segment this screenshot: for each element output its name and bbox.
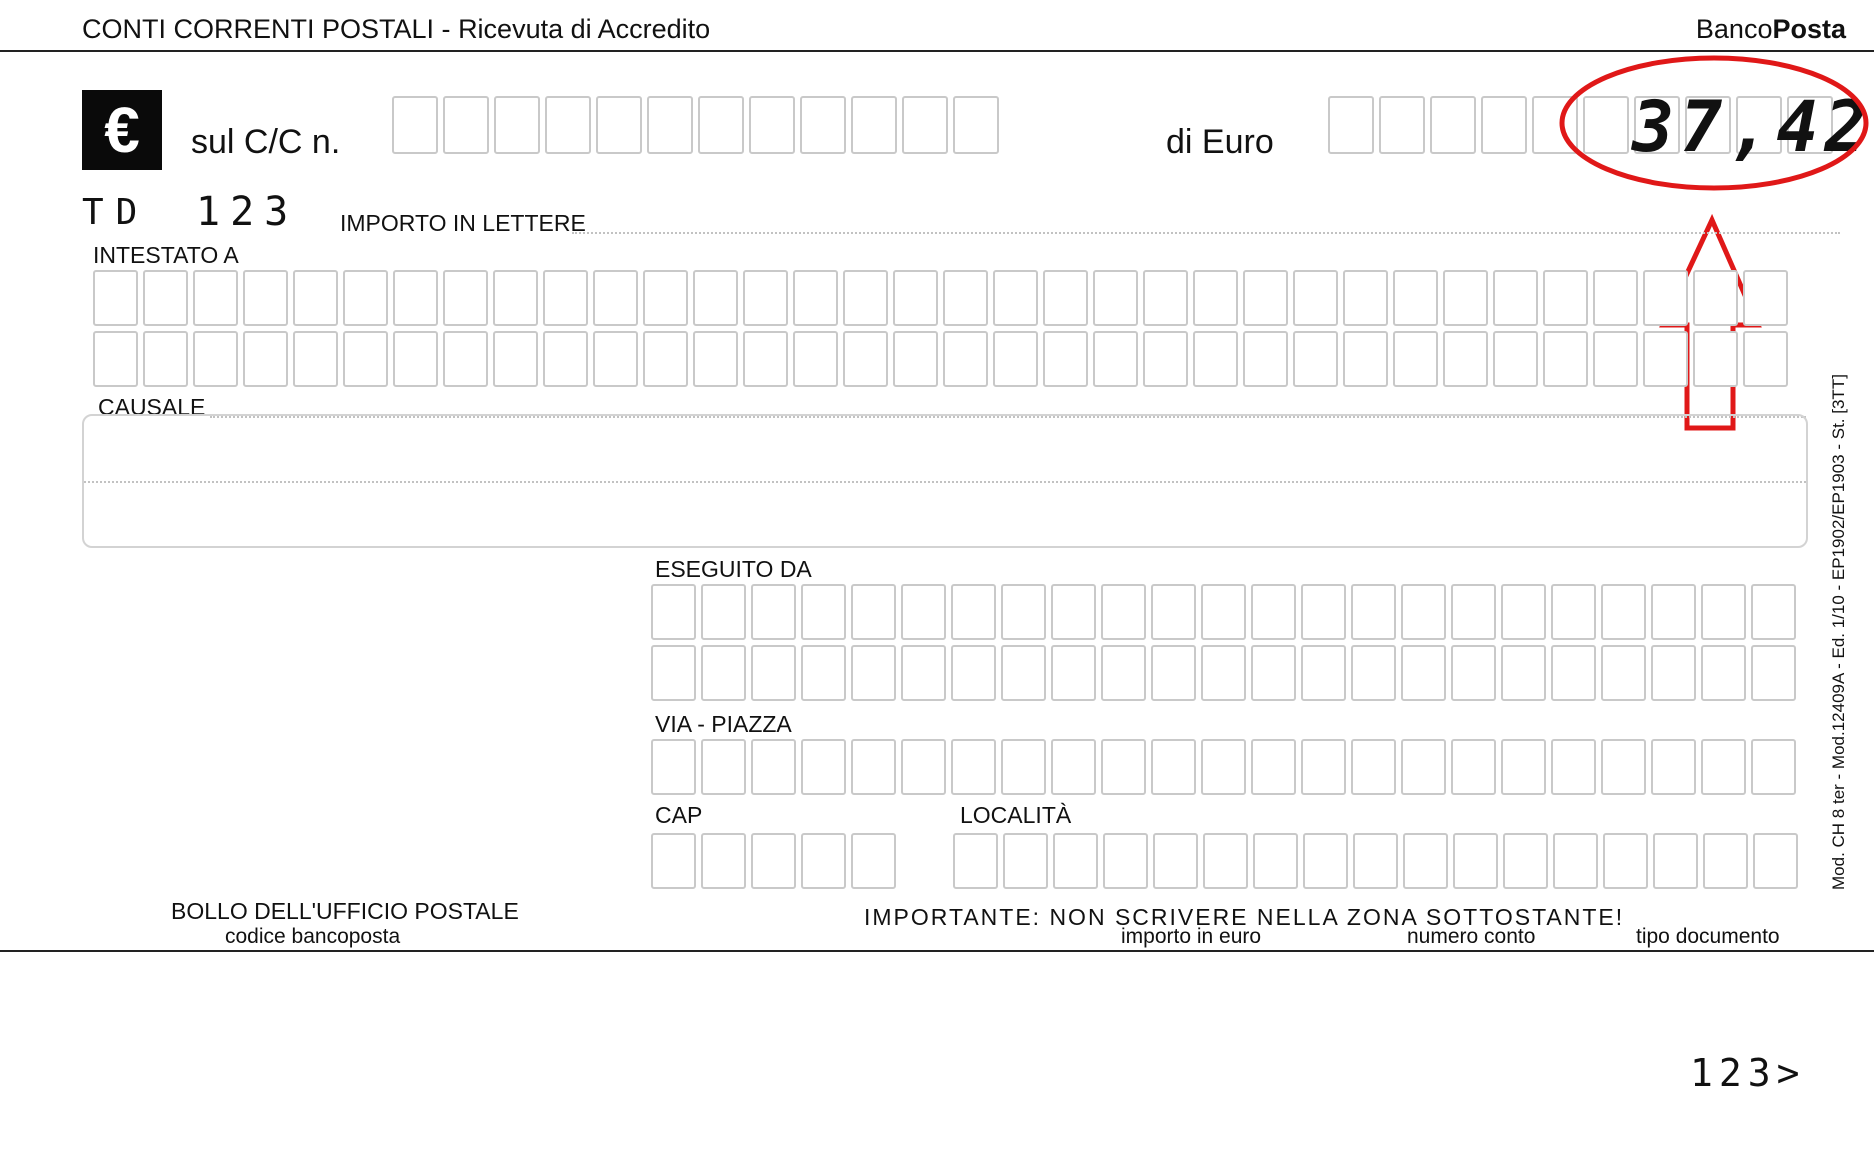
input-cell[interactable] — [1101, 584, 1146, 640]
input-cell[interactable] — [1253, 833, 1298, 889]
input-cell[interactable] — [1393, 270, 1438, 326]
input-cell[interactable] — [801, 833, 846, 889]
input-cell[interactable] — [93, 270, 138, 326]
input-cell[interactable] — [1101, 645, 1146, 701]
input-cell[interactable] — [1051, 645, 1096, 701]
input-cell[interactable] — [543, 270, 588, 326]
input-cell[interactable] — [843, 331, 888, 387]
annotation-ellipse — [1562, 58, 1866, 188]
input-cell[interactable] — [1143, 270, 1188, 326]
input-cell[interactable] — [1493, 270, 1538, 326]
input-cell[interactable] — [1151, 645, 1196, 701]
input-cell[interactable] — [1003, 833, 1048, 889]
eseguito-cells-row-1[interactable] — [651, 584, 1796, 640]
input-cell[interactable] — [593, 331, 638, 387]
input-cell[interactable] — [1401, 584, 1446, 640]
input-cell[interactable] — [1001, 739, 1046, 795]
input-cell[interactable] — [893, 331, 938, 387]
input-cell[interactable] — [1751, 739, 1796, 795]
input-cell[interactable] — [1401, 645, 1446, 701]
input-cell[interactable] — [793, 331, 838, 387]
input-cell[interactable] — [1501, 739, 1546, 795]
label-importo-euro: importo in euro — [1121, 925, 1262, 948]
input-cell[interactable] — [1243, 331, 1288, 387]
input-cell[interactable] — [1303, 833, 1348, 889]
input-cell[interactable] — [293, 331, 338, 387]
input-cell[interactable] — [843, 270, 888, 326]
td-label: TD — [82, 192, 150, 233]
input-cell[interactable] — [1203, 833, 1248, 889]
input-cell[interactable] — [1601, 584, 1646, 640]
input-cell[interactable] — [543, 331, 588, 387]
bollo-subtitle: codice bancoposta — [225, 925, 401, 948]
input-cell[interactable] — [1693, 270, 1738, 326]
input-cell[interactable] — [1653, 833, 1698, 889]
input-cell[interactable] — [1501, 584, 1546, 640]
cap-cells[interactable] — [651, 833, 896, 889]
label-tipo-documento: tipo documento — [1636, 925, 1780, 948]
input-cell[interactable] — [1053, 833, 1098, 889]
input-cell[interactable] — [93, 331, 138, 387]
input-cell[interactable] — [1703, 833, 1748, 889]
input-cell[interactable] — [393, 331, 438, 387]
input-cell[interactable] — [1651, 739, 1696, 795]
eseguito-label: ESEGUITO DA — [655, 556, 812, 582]
input-cell[interactable] — [1593, 270, 1638, 326]
form-title-sub: Ricevuta di Accredito — [458, 14, 711, 44]
input-cell[interactable] — [1301, 584, 1346, 640]
input-cell[interactable] — [1643, 331, 1688, 387]
amount-label: di Euro — [1166, 123, 1274, 161]
input-cell[interactable] — [1651, 584, 1696, 640]
input-cell[interactable] — [901, 739, 946, 795]
input-cell[interactable] — [1451, 584, 1496, 640]
input-cell[interactable] — [943, 270, 988, 326]
input-cell[interactable] — [1551, 739, 1596, 795]
input-cell[interactable] — [1093, 331, 1138, 387]
input-cell[interactable] — [851, 833, 896, 889]
input-cell[interactable] — [1343, 331, 1388, 387]
input-cell[interactable] — [851, 584, 896, 640]
input-cell[interactable] — [1443, 270, 1488, 326]
input-cell[interactable] — [343, 331, 388, 387]
input-cell[interactable] — [951, 739, 996, 795]
input-cell[interactable] — [193, 331, 238, 387]
input-cell[interactable] — [1551, 645, 1596, 701]
localita-cells[interactable] — [953, 833, 1798, 889]
input-cell[interactable] — [1743, 331, 1788, 387]
bottom-divider — [0, 950, 1874, 952]
brand-posta: Posta — [1772, 14, 1846, 44]
input-cell[interactable] — [643, 270, 688, 326]
input-cell[interactable] — [1693, 331, 1738, 387]
input-cell[interactable] — [801, 645, 846, 701]
input-cell[interactable] — [1553, 833, 1598, 889]
input-cell[interactable] — [1651, 645, 1696, 701]
input-cell[interactable] — [443, 331, 488, 387]
td-number: 123 — [196, 189, 299, 235]
input-cell[interactable] — [293, 270, 338, 326]
input-cell[interactable] — [893, 270, 938, 326]
brand-banco: Banco — [1695, 14, 1773, 44]
input-cell[interactable] — [1043, 270, 1088, 326]
importo-lettere-label: IMPORTO IN LETTERE — [340, 210, 586, 236]
input-cell[interactable] — [901, 645, 946, 701]
input-cell[interactable] — [793, 270, 838, 326]
input-cell[interactable] — [1151, 584, 1196, 640]
input-cell[interactable] — [1343, 270, 1388, 326]
input-cell[interactable] — [443, 270, 488, 326]
input-cell[interactable] — [1503, 833, 1548, 889]
input-cell[interactable] — [701, 645, 746, 701]
input-cell[interactable] — [951, 645, 996, 701]
input-cell[interactable] — [1601, 739, 1646, 795]
input-cell[interactable] — [751, 739, 796, 795]
input-cell[interactable] — [493, 270, 538, 326]
cap-label: CAP — [655, 802, 703, 828]
input-cell[interactable] — [1393, 331, 1438, 387]
input-cell[interactable] — [1301, 739, 1346, 795]
input-cell[interactable] — [1293, 331, 1338, 387]
input-cell[interactable] — [743, 331, 788, 387]
eseguito-cells-row-2[interactable] — [651, 645, 1796, 701]
input-cell[interactable] — [1451, 739, 1496, 795]
input-cell[interactable] — [993, 270, 1038, 326]
side-code: Mod. CH 8 ter - Mod.12409A - Ed. 1/10 - EP1902/EP1903 - St. [3TT] — [1829, 374, 1848, 890]
input-cell[interactable] — [1601, 645, 1646, 701]
input-cell[interactable] — [1603, 833, 1648, 889]
input-cell[interactable] — [1401, 739, 1446, 795]
input-cell[interactable] — [751, 584, 796, 640]
input-cell[interactable] — [1201, 584, 1246, 640]
input-cell[interactable] — [143, 331, 188, 387]
input-cell[interactable] — [143, 270, 188, 326]
causale-label: CAUSALE — [98, 394, 206, 420]
input-cell[interactable] — [701, 739, 746, 795]
input-cell[interactable] — [643, 331, 688, 387]
input-cell[interactable] — [693, 270, 738, 326]
input-cell[interactable] — [1403, 833, 1448, 889]
intestato-label: INTESTATO A — [93, 242, 239, 268]
input-cell[interactable] — [993, 331, 1038, 387]
input-cell[interactable] — [1753, 833, 1798, 889]
input-cell[interactable] — [1143, 331, 1188, 387]
input-cell[interactable] — [243, 331, 288, 387]
via-piazza-label: VIA - PIAZZA — [655, 711, 792, 737]
form-title-main: CONTI CORRENTI POSTALI — [82, 14, 435, 44]
via-piazza-cells[interactable] — [651, 739, 1796, 795]
importo-lettere-line[interactable] — [572, 232, 1840, 234]
input-cell[interactable] — [1243, 270, 1288, 326]
input-cell[interactable] — [743, 270, 788, 326]
input-cell[interactable] — [701, 584, 746, 640]
input-cell[interactable] — [1493, 331, 1538, 387]
input-cell[interactable] — [1443, 331, 1488, 387]
input-cell[interactable] — [1193, 331, 1238, 387]
input-cell[interactable] — [1751, 584, 1796, 640]
form-title-separator: - — [441, 14, 451, 44]
input-cell[interactable] — [1051, 739, 1096, 795]
input-cell[interactable] — [1103, 833, 1148, 889]
input-cell[interactable] — [901, 584, 946, 640]
input-cell[interactable] — [1551, 584, 1596, 640]
input-cell[interactable] — [801, 739, 846, 795]
causale-mid-line — [84, 481, 1806, 483]
input-cell[interactable] — [1543, 331, 1588, 387]
amount-handwritten: 37,42 — [1632, 86, 1873, 168]
input-cell[interactable] — [1001, 584, 1046, 640]
input-cell[interactable] — [1251, 739, 1296, 795]
input-cell[interactable] — [693, 331, 738, 387]
euro-icon: € — [104, 94, 140, 166]
input-cell[interactable] — [1751, 645, 1796, 701]
input-cell[interactable] — [651, 584, 696, 640]
input-cell[interactable] — [1201, 645, 1246, 701]
importante-notice: IMPORTANTE: NON SCRIVERE NELLA ZONA SOTTOSTANTE! — [864, 904, 1625, 930]
input-cell[interactable] — [851, 645, 896, 701]
input-cell[interactable] — [953, 833, 998, 889]
input-cell[interactable] — [1153, 833, 1198, 889]
input-cell[interactable] — [1001, 645, 1046, 701]
input-cell[interactable] — [1501, 645, 1546, 701]
input-cell[interactable] — [951, 584, 996, 640]
input-cell[interactable] — [593, 270, 638, 326]
ocr-code: 123> — [1690, 1051, 1806, 1095]
account-label: sul C/C n. — [191, 123, 341, 161]
input-cell[interactable] — [1051, 584, 1096, 640]
input-cell[interactable] — [1251, 645, 1296, 701]
input-cell[interactable] — [1351, 739, 1396, 795]
input-cell[interactable] — [1353, 833, 1398, 889]
input-cell[interactable] — [1101, 739, 1146, 795]
input-cell[interactable] — [851, 739, 896, 795]
input-cell[interactable] — [1453, 833, 1498, 889]
input-cell[interactable] — [1351, 645, 1396, 701]
input-cell[interactable] — [651, 645, 696, 701]
input-cell[interactable] — [1543, 270, 1588, 326]
input-cell[interactable] — [651, 833, 696, 889]
intestato-cells-row-2[interactable] — [93, 331, 1788, 387]
input-cell[interactable] — [1043, 331, 1088, 387]
input-cell[interactable] — [1593, 331, 1638, 387]
bollo-title: BOLLO DELL'UFFICIO POSTALE — [171, 898, 519, 924]
input-cell[interactable] — [1743, 270, 1788, 326]
input-cell[interactable] — [1193, 270, 1238, 326]
input-cell[interactable] — [751, 833, 796, 889]
input-cell[interactable] — [1293, 270, 1338, 326]
input-cell[interactable] — [1093, 270, 1138, 326]
input-cell[interactable] — [1351, 584, 1396, 640]
input-cell[interactable] — [1701, 584, 1746, 640]
input-cell[interactable] — [493, 331, 538, 387]
input-cell[interactable] — [1151, 739, 1196, 795]
input-cell[interactable] — [1701, 645, 1746, 701]
intestato-cells-row-1[interactable] — [93, 270, 1788, 326]
input-cell[interactable] — [1201, 739, 1246, 795]
input-cell[interactable] — [193, 270, 238, 326]
input-cell[interactable] — [1451, 645, 1496, 701]
label-numero-conto: numero conto — [1407, 925, 1536, 948]
input-cell[interactable] — [943, 331, 988, 387]
input-cell[interactable] — [1301, 645, 1346, 701]
input-cell[interactable] — [801, 584, 846, 640]
localita-label: LOCALITÀ — [960, 802, 1072, 828]
input-cell[interactable] — [393, 270, 438, 326]
input-cell[interactable] — [751, 645, 796, 701]
input-cell[interactable] — [701, 833, 746, 889]
input-cell[interactable] — [1701, 739, 1746, 795]
input-cell[interactable] — [1643, 270, 1688, 326]
input-cell[interactable] — [651, 739, 696, 795]
input-cell[interactable] — [343, 270, 388, 326]
input-cell[interactable] — [1251, 584, 1296, 640]
input-cell[interactable] — [243, 270, 288, 326]
